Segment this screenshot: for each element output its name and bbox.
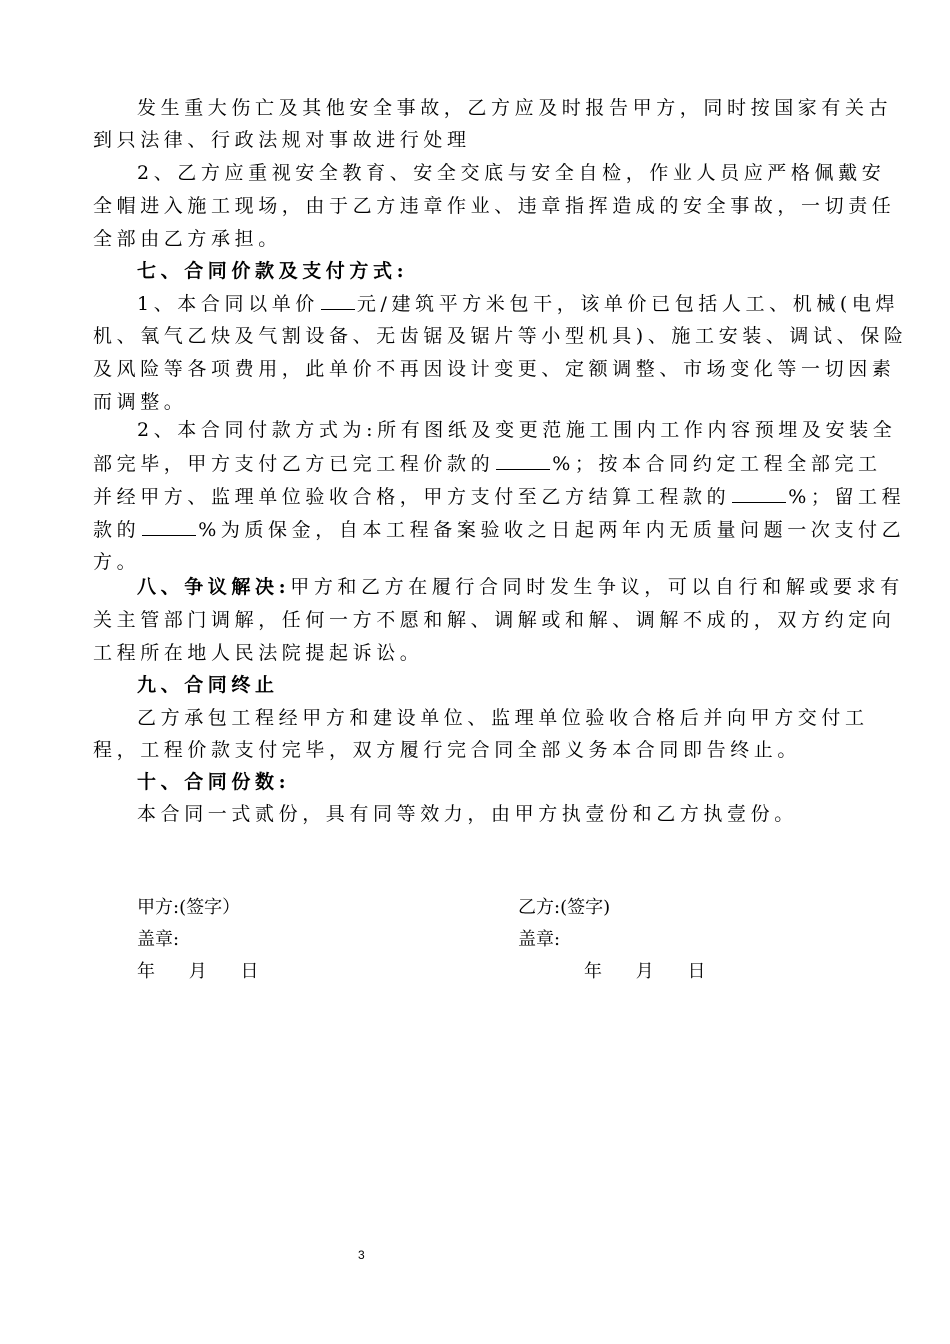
dispute-text-1: 甲方和乙方在履行合同时发生争议，可以自行和解或要求有 — [290, 576, 904, 598]
paragraph-copies-line-1: 本合同一式贰份，具有同等效力，由甲方执壹份和乙方执壹份。 — [137, 803, 798, 825]
party-b-year: 年 — [584, 961, 602, 982]
paragraph-dispute-line-2: 关主管部门调解，任何一方不愿和解、调解或和解、调解不成的，双方约定向 — [93, 609, 896, 631]
payment-text-3a: 并经甲方、监理单位验收合格，甲方支付至乙方结算工程款的 — [93, 486, 731, 508]
party-a-month: 月 — [188, 961, 207, 982]
price-blank — [321, 291, 355, 310]
page-number: 3 — [358, 1248, 365, 1262]
payment-text-3b: %；留工程 — [788, 486, 906, 508]
heading-section-9: 九、合同终止 — [137, 674, 279, 696]
party-b-seal: 盖章: — [518, 929, 561, 950]
price-text-b: 元/建筑平方米包干，该单价已包括人工、机械(电焊 — [356, 293, 900, 315]
payment-text-2b: %；按本合同约定工程全部完工 — [552, 453, 882, 475]
party-b-day: 日 — [687, 961, 706, 982]
paragraph-safety-education-line-3: 全部由乙方承担。 — [93, 228, 282, 250]
heading-section-8: 八、争议解决: — [137, 576, 291, 598]
party-b-date — [584, 960, 705, 984]
paragraph-payment-line-2 — [93, 451, 882, 476]
paragraph-termination-line-2: 程，工程价款支付完毕，双方履行完合同全部义务本合同即告终止。 — [93, 739, 802, 761]
paragraph-price-line-4: 而调整。 — [93, 391, 188, 413]
paragraph-safety-line-2: 到只法律、行政法规对事故进行处理 — [93, 129, 471, 151]
party-a-seal: 盖章: — [137, 929, 180, 950]
paragraph-price-line-2: 机、氧气乙炔及气割设备、无齿锯及锯片等小型机具)、施工安装、调试、保险 — [93, 325, 908, 347]
paragraph-dispute-line-3: 工程所在地人民法院提起诉讼。 — [93, 642, 424, 664]
heading-section-10: 十、合同份数: — [137, 771, 291, 793]
paragraph-price-line-3: 及风险等各项费用，此单价不再因设计变更、定额调整、市场变化等一切因素 — [93, 358, 896, 380]
party-a-day: 日 — [240, 961, 259, 982]
paragraph-dispute-line-1 — [137, 575, 904, 599]
paragraph-payment-line-4 — [93, 517, 905, 542]
paragraph-payment-line-5: 方。 — [93, 551, 141, 573]
paragraph-safety-education-line-2: 全帽进入施工现场，由于乙方违章作业、违章指挥造成的安全事故，一切责任 — [93, 195, 896, 217]
paragraph-payment-line-3 — [93, 484, 905, 509]
party-a-year: 年 — [137, 961, 155, 982]
heading-section-7: 七、合同价款及支付方式: — [137, 260, 409, 282]
party-a-signature: 甲方:(签字） — [137, 897, 241, 918]
payment-text-2a: 部完毕，甲方支付乙方已完工程价款的 — [93, 453, 495, 475]
payment-blank-2 — [732, 484, 786, 503]
party-b-signature: 乙方:(签字) — [518, 897, 611, 918]
payment-blank-1 — [496, 451, 550, 470]
paragraph-payment-line-1: 2、本合同付款方式为:所有图纸及变更范施工围内工作内容预埋及安装全 — [137, 419, 897, 441]
payment-text-4a: 款的 — [93, 519, 141, 541]
price-text-a: 1、本合同以单价 — [137, 293, 319, 315]
paragraph-safety-education-line-1: 2、乙方应重视安全教育、安全交底与安全自检，作业人员应严格佩戴安 — [137, 162, 886, 184]
payment-text-4b: %为质保金，自本工程备案验收之日起两年内无质量问题一次支付乙 — [198, 519, 906, 541]
payment-blank-3 — [142, 517, 196, 536]
paragraph-safety-line-1: 发生重大伤亡及其他安全事故，乙方应及时报告甲方，同时按国家有关古 — [137, 97, 893, 119]
party-b-month: 月 — [635, 961, 654, 982]
paragraph-termination-line-1: 乙方承包工程经甲方和建设单位、监理单位验收合格后并向甲方交付工 — [137, 707, 869, 729]
party-a-date — [137, 960, 258, 984]
paragraph-price-line-1 — [137, 291, 899, 316]
